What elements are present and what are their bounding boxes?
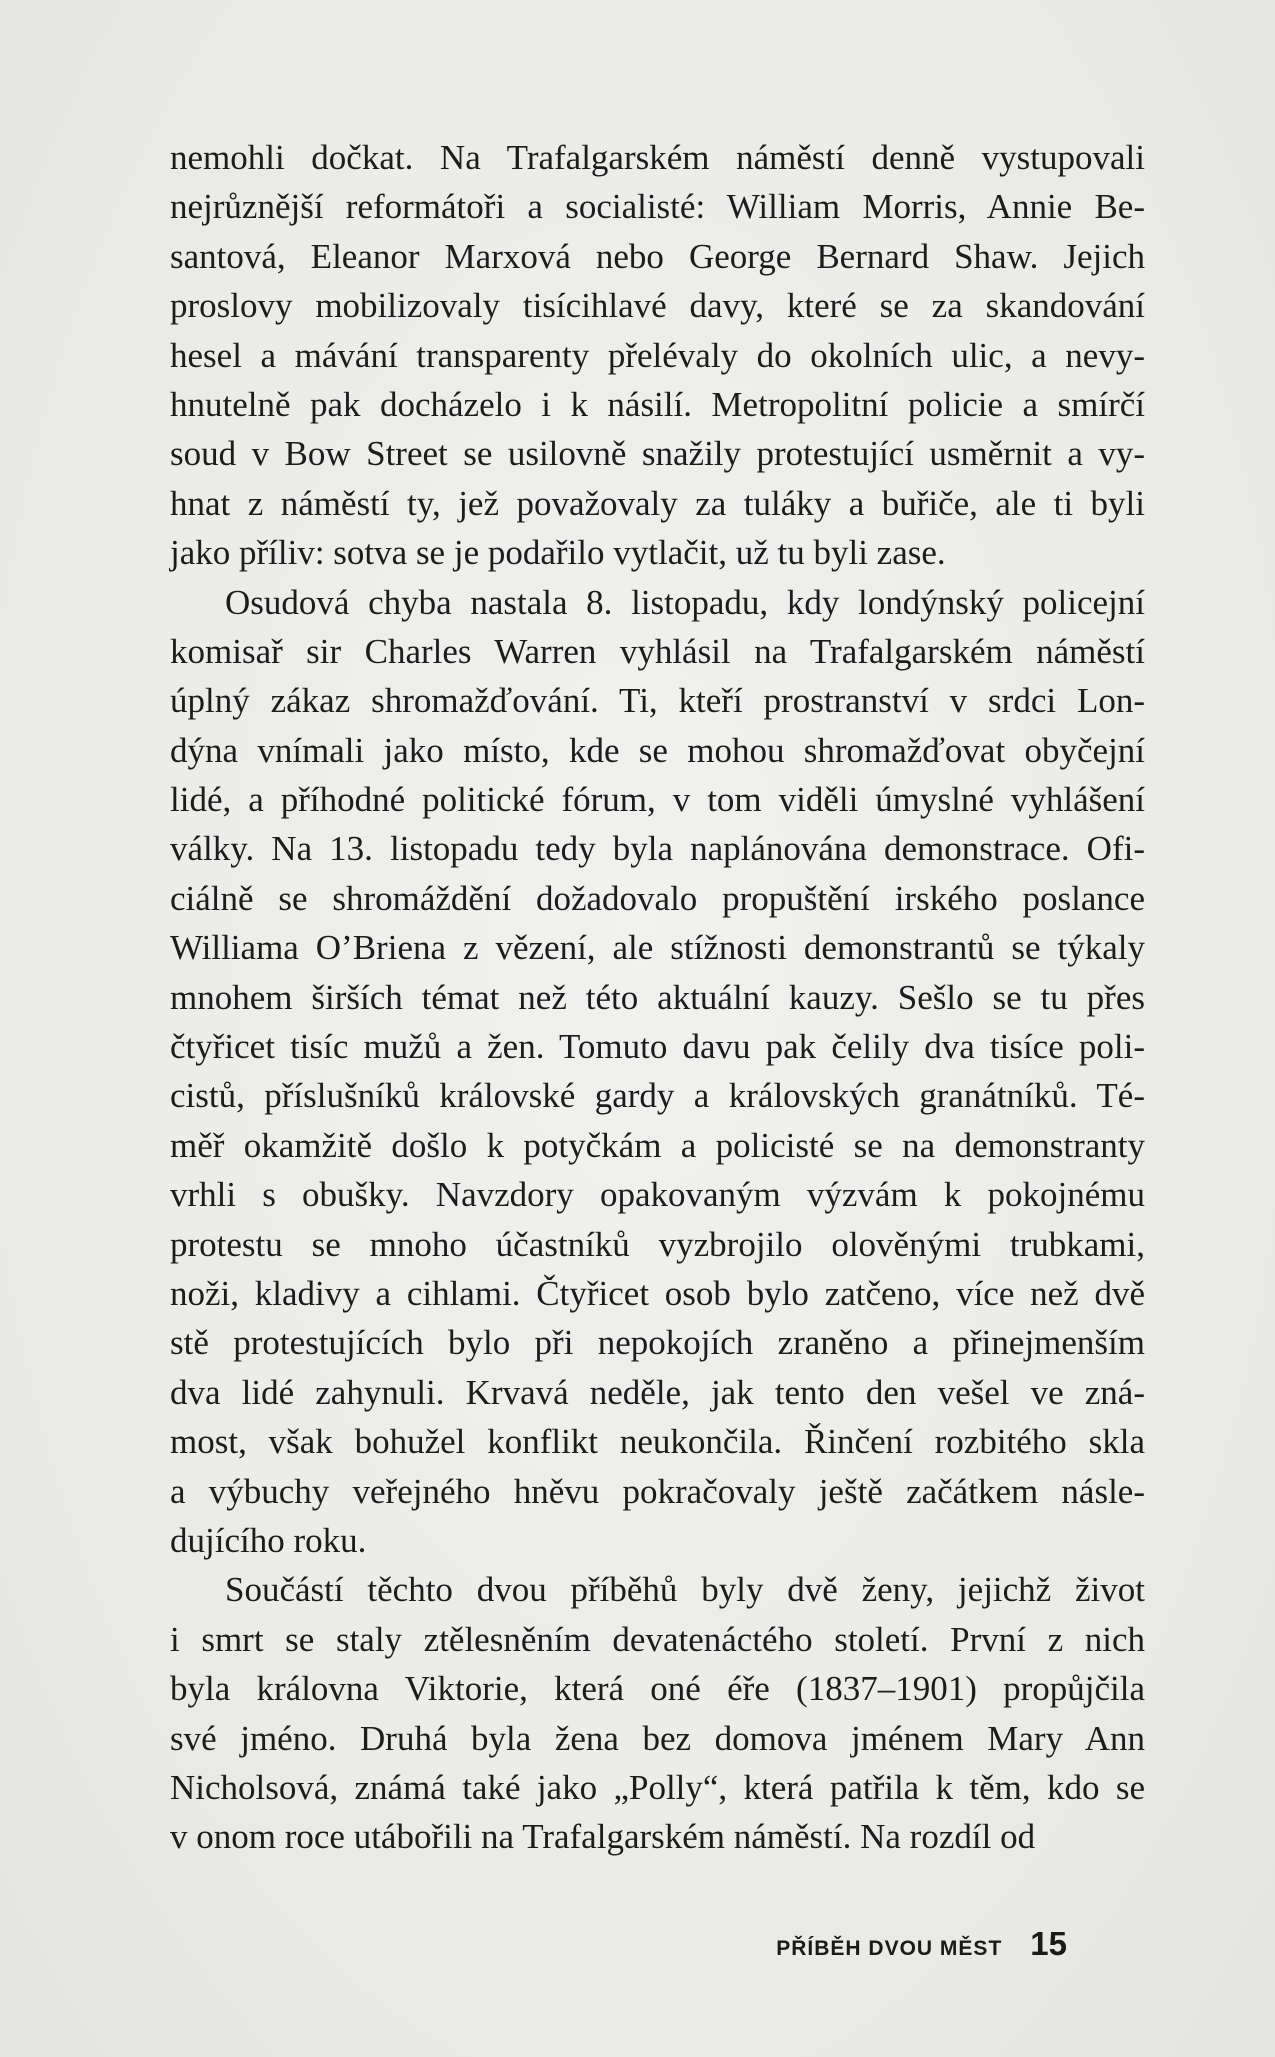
- text-line: čtyřicet tisíc mužů a žen. Tomuto davu pak čelily dva tisíce poli-: [170, 1027, 1145, 1067]
- paragraph: [170, 133, 1145, 578]
- text-line: hesel a mávání transparenty přelévaly do okolních ulic, a nevy-: [170, 335, 1145, 375]
- text-line: vrhli s obušky. Navzdory opakovaným výzvám k pokojnému: [170, 1175, 1145, 1215]
- text-line: santová, Eleanor Marxová nebo George Bernard Shaw. Jejich: [170, 236, 1145, 276]
- text-line: lidé, a příhodné politické fórum, v tom viděli úmyslné vyhlášení: [170, 780, 1145, 820]
- text-line: Nicholsová, známá také jako „Polly“, která patřila k těm, kdo se: [170, 1767, 1145, 1807]
- text-line: dujícího roku.: [170, 1520, 367, 1560]
- text-line: dva lidé zahynuli. Krvavá neděle, jak tento den vešel ve zná-: [170, 1372, 1145, 1412]
- text-line: měř okamžitě došlo k potyčkám a policisté se na demonstranty: [170, 1125, 1145, 1165]
- text-line: Osudová chyba nastala 8. listopadu, kdy londýnský policejní: [225, 582, 1145, 622]
- page-footer: [776, 1925, 1067, 1963]
- text-line: a výbuchy veřejného hněvu pokračovaly ještě začátkem násle-: [170, 1471, 1145, 1511]
- text-line: hnutelně pak docházelo i k násilí. Metropolitní policie a smírčí: [170, 384, 1145, 424]
- running-head: PŘÍBĚH DVOU MĚST: [776, 1937, 1003, 1960]
- text-line: hnat z náměstí ty, jež považovaly za tuláky a buřiče, ale ti byli: [170, 483, 1145, 523]
- text-line: ciálně se shromáždění dožadovalo propuštění irského poslance: [170, 878, 1145, 918]
- body-text: [170, 133, 1145, 1862]
- text-line: nejrůznější reformátoři a socialisté: William Morris, Annie Be-: [170, 187, 1145, 227]
- text-line: most, však bohužel konflikt neukončila. Řinčení rozbitého skla: [170, 1422, 1145, 1462]
- text-line: úplný zákaz shromažďování. Ti, kteří prostranství v srdci Lon-: [170, 681, 1145, 721]
- text-line: jako příliv: sotva se je podařilo vytlačit, už tu byli zase.: [170, 533, 946, 573]
- text-line: komisař sir Charles Warren vyhlásil na Trafalgarském náměstí: [170, 631, 1145, 671]
- text-line: soud v Bow Street se usilovně snažily protestující usměrnit a vy-: [170, 434, 1145, 474]
- text-line: byla královna Viktorie, která oné éře (1837–1901) propůjčila: [170, 1669, 1145, 1709]
- text-line: války. Na 13. listopadu tedy byla naplánována demonstrace. Ofi-: [170, 829, 1145, 869]
- text-line: své jméno. Druhá byla žena bez domova jménem Mary Ann: [170, 1718, 1145, 1758]
- text-line: Williama O’Briena z vězení, ale stížnosti demonstrantů se týkaly: [170, 928, 1145, 968]
- paragraph: [170, 578, 1145, 1566]
- text-line: proslovy mobilizovaly tisícihlavé davy, které se za skandování: [170, 286, 1145, 326]
- text-line: noži, kladivy a cihlami. Čtyřicet osob bylo zatčeno, více než dvě: [170, 1273, 1145, 1313]
- text-line: nemohli dočkat. Na Trafalgarském náměstí denně vystupovali: [170, 138, 1145, 177]
- paragraph: [170, 1565, 1145, 1861]
- text-line: Součástí těchto dvou příběhů byly dvě ženy, jejichž život: [225, 1570, 1145, 1610]
- text-line: protestu se mnoho účastníků vyzbrojilo olověnými trubkami,: [170, 1224, 1145, 1264]
- text-line: cistů, příslušníků královské gardy a královských granátníků. Té-: [170, 1076, 1145, 1116]
- text-line: stě protestujících bylo při nepokojích zraněno a přinejmenším: [170, 1323, 1145, 1363]
- text-line: mnohem širších témat než této aktuální kauzy. Sešlo se tu přes: [170, 977, 1145, 1017]
- text-line: dýna vnímali jako místo, kde se mohou shromažďovat obyčejní: [170, 730, 1145, 770]
- text-line: v onom roce utábořili na Trafalgarském náměstí. Na rozdíl od: [170, 1817, 1036, 1857]
- text-line: i smrt se staly ztělesněním devatenáctého století. První z nich: [170, 1619, 1145, 1659]
- page-number: 15: [1030, 1925, 1067, 1962]
